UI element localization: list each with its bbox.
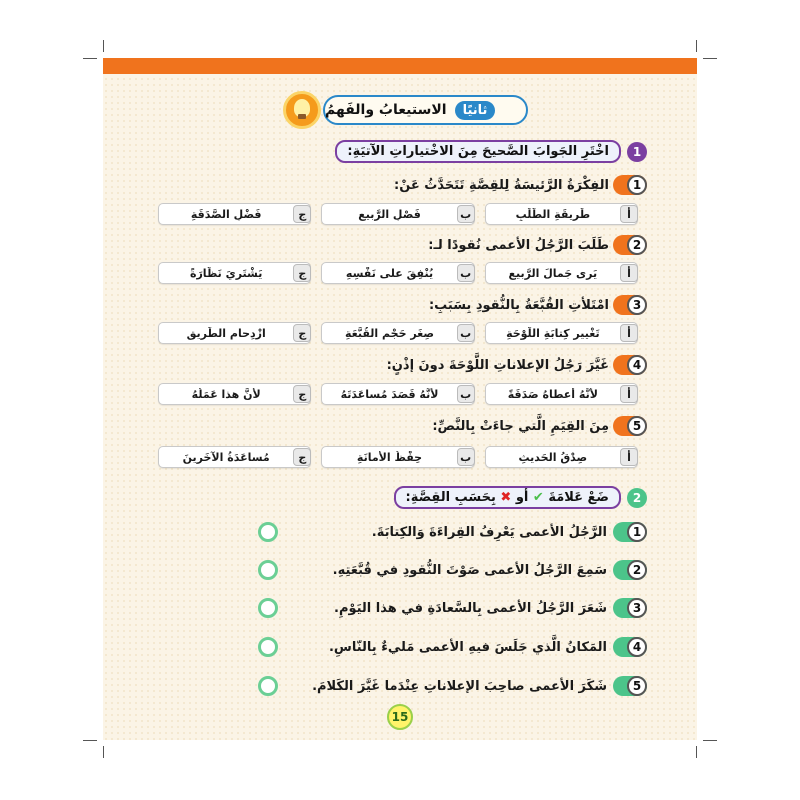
question-number-badge (613, 175, 647, 195)
choice-text: حِفْظُ الأمانَةِ (356, 450, 423, 464)
statement-number-badge (613, 598, 647, 618)
statement-number: 5 (627, 676, 647, 696)
top-bar (103, 58, 697, 74)
choice-letter: ب (457, 385, 475, 403)
choice-letter: أ (620, 385, 638, 403)
worksheet-page (103, 58, 697, 740)
question-text: طَلَبَ الرَّجُلُ الأعمى نُقودًا لـ: (428, 237, 609, 253)
choice-option[interactable] (321, 203, 474, 225)
instruction-or: أو (515, 490, 529, 505)
page-number: 15 (387, 704, 413, 730)
section1-header (335, 140, 647, 163)
question-number-badge (613, 416, 647, 436)
choice-letter: ج (293, 448, 311, 466)
choice-letter: ج (293, 385, 311, 403)
statement-text: سَمِعَ الرَّجُلُ الأعمى صَوْتَ النُّقودِ في قُبَّعَتِهِ. (332, 562, 607, 578)
choice-option[interactable] (158, 383, 311, 405)
choice-text: يُنْفِقَ على نَفْسِهِ (345, 266, 434, 280)
question-number: 4 (627, 355, 647, 375)
choice-letter: أ (620, 448, 638, 466)
choice-option[interactable] (485, 262, 638, 284)
question-number: 2 (627, 235, 647, 255)
choice-option[interactable] (485, 203, 638, 225)
statement-text: شَكَرَ الأعمى صاحِبَ الإعلاناتِ عِنْدَما غَيَّرَ الكَلامَ. (312, 678, 607, 694)
choice-letter: ب (457, 324, 475, 342)
answer-circle[interactable] (258, 676, 278, 696)
choice-letter: ب (457, 264, 475, 282)
statement-3 (334, 598, 647, 618)
choice-letter: أ (620, 324, 638, 342)
section2-instruction (394, 486, 622, 509)
crop-mark (703, 740, 717, 741)
choices-row-5 (158, 446, 638, 468)
statement-number-badge (613, 560, 647, 580)
choice-letter: ب (457, 448, 475, 466)
statement-text: شَعَرَ الرَّجُلُ الأعمى بِالسَّعادَةِ في هذا اليَوْمِ. (334, 600, 607, 616)
heading-number: ثانيًا (455, 101, 496, 120)
choice-text: لأنَّ هذا عَمَلُهُ (191, 387, 261, 401)
section-heading (283, 91, 533, 129)
question-text: مِنَ القِيَمِ الَّتي جاءَتْ بِالنَّصِّ: (432, 418, 609, 434)
question-4 (387, 355, 647, 375)
heading-title: الاستيعابُ والفَهمُ (325, 102, 447, 118)
choice-letter: ج (293, 205, 311, 223)
choices-row-4 (158, 383, 638, 405)
question-2 (428, 235, 647, 255)
choice-option[interactable] (485, 383, 638, 405)
crop-mark (83, 58, 97, 59)
question-number: 5 (627, 416, 647, 436)
choice-text: يَشْتَرِيَ نَظّارَةً (189, 266, 263, 280)
crop-mark (103, 746, 104, 758)
choice-letter: ج (293, 324, 311, 342)
section2-header (394, 486, 648, 509)
statement-number: 3 (627, 598, 647, 618)
section1-number: 1 (627, 142, 647, 162)
choice-option[interactable] (158, 322, 311, 344)
choice-text: لأنَّهُ قَصَدَ مُساعَدَتَهُ (340, 387, 439, 401)
statement-2 (333, 560, 647, 580)
question-number-badge (613, 295, 647, 315)
cross-icon: ✖ (500, 490, 512, 505)
heading-box (323, 95, 528, 125)
choice-option[interactable] (158, 446, 311, 468)
statement-5 (312, 676, 647, 696)
statement-4 (329, 637, 647, 657)
crop-mark (696, 40, 697, 52)
instruction-prefix: ضَعْ عَلامَةَ (548, 490, 609, 505)
statement-number: 4 (627, 637, 647, 657)
statement-number: 2 (627, 560, 647, 580)
question-text: امْتَلأتِ القُبَّعَةُ بِالنُّقودِ بِسَبَبِ: (428, 297, 609, 313)
crop-mark (83, 740, 97, 741)
statement-number-badge (613, 637, 647, 657)
choice-letter: ج (293, 264, 311, 282)
choice-text: صِغَرِ حَجْمِ القُبَّعَةِ (345, 326, 435, 340)
choice-option[interactable] (321, 446, 474, 468)
question-number: 1 (627, 175, 647, 195)
choice-option[interactable] (485, 446, 638, 468)
choice-letter: ب (457, 205, 475, 223)
choice-option[interactable] (321, 262, 474, 284)
choice-option[interactable] (158, 203, 311, 225)
statement-text: الرَّجُلُ الأعمى يَعْرِفُ القِراءَةَ وَالكِتابَةَ. (371, 524, 607, 540)
choice-text: تَغْييرِ كِتابَةِ اللَّوْحَةِ (506, 326, 600, 340)
statement-1 (372, 522, 647, 542)
choices-row-2 (158, 262, 638, 284)
lightbulb-icon (283, 91, 321, 129)
section2-number: 2 (627, 488, 647, 508)
choice-text: يَرى جَمالَ الرَّبيعِ (508, 266, 598, 280)
statement-number: 1 (627, 522, 647, 542)
choice-option[interactable] (321, 383, 474, 405)
question-3 (429, 295, 647, 315)
question-number: 3 (627, 295, 647, 315)
crop-mark (703, 58, 717, 59)
question-1 (394, 175, 647, 195)
choice-option[interactable] (321, 322, 474, 344)
question-text: الفِكْرَةُ الرَّئيسَةُ لِلقِصَّةِ تَتَحَدَّثُ عَنْ: (394, 177, 609, 193)
choice-letter: أ (620, 264, 638, 282)
choice-text: ازْدِحامِ الطَّريقِ (186, 326, 266, 340)
statement-text: المَكانُ الَّذي جَلَسَ فيهِ الأعمى مَليءٌ بِالنّاسِ. (328, 639, 607, 655)
choices-row-3 (158, 322, 638, 344)
choice-option[interactable] (158, 262, 311, 284)
question-5 (432, 416, 647, 436)
choice-text: صِدْقُ الحَديثِ (518, 450, 588, 464)
choice-text: طَريقَةِ الطَّلَبِ (515, 207, 591, 221)
choice-text: فَصْلِ الرَّبيعِ (358, 207, 421, 221)
answer-circle[interactable] (258, 598, 278, 618)
crop-mark (103, 40, 104, 52)
choice-text: لأنَّهُ أعطاهُ صَدَقَةً (507, 387, 598, 401)
instruction-suffix: بِحَسَبِ القِصَّةِ: (405, 490, 496, 505)
check-icon: ✔ (532, 490, 544, 505)
question-number-badge (613, 235, 647, 255)
statement-number-badge (613, 522, 647, 542)
crop-mark (696, 746, 697, 758)
choice-text: مُساعَدَةُ الآخَرينَ (182, 450, 270, 464)
answer-circle[interactable] (258, 560, 278, 580)
choice-option[interactable] (485, 322, 638, 344)
answer-circle[interactable] (258, 522, 278, 542)
choice-letter: أ (620, 205, 638, 223)
section1-instruction: اخْتَرِ الجَوابَ الصَّحيحَ مِنَ الاخْتياراتِ الآتيَةِ: (335, 140, 621, 163)
question-number-badge (613, 355, 647, 375)
statement-number-badge (613, 676, 647, 696)
choices-row-1 (158, 203, 638, 225)
question-text: غَيَّرَ رَجُلُ الإعلاناتِ اللَّوْحَةَ دونَ إذْنٍ: (386, 357, 609, 373)
answer-circle[interactable] (258, 637, 278, 657)
choice-text: فَضْلِ الصَّدَقَةِ (190, 207, 262, 221)
